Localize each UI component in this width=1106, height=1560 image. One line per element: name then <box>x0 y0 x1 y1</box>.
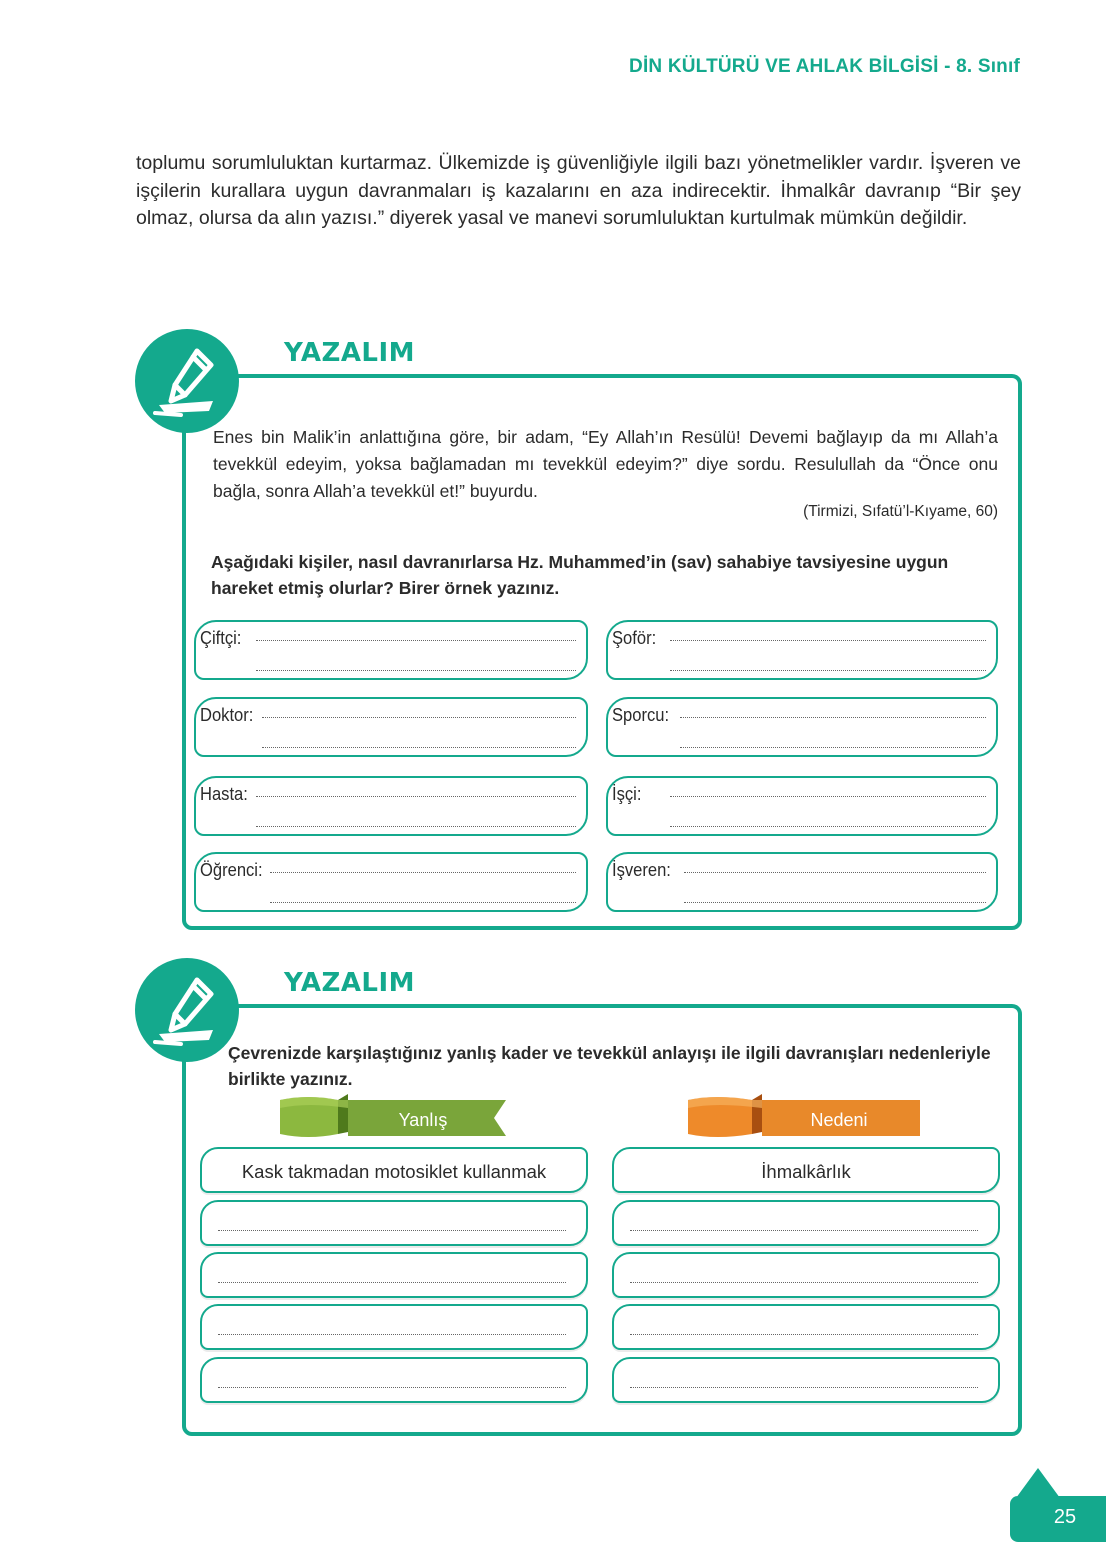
example-wrong-behavior-text: Kask takmadan motosiklet kullanmak <box>241 1161 547 1182</box>
badge-1 <box>135 329 239 433</box>
field-ciftci[interactable] <box>194 620 588 680</box>
section-2-question: Çevrenizde karşılaştığınız yanlış kader ve tevekkül anlayışı ile ilgili davranışları nedenleriyle birlikte yazınız. <box>228 1043 991 1089</box>
page-tab-triangle <box>1016 1468 1060 1498</box>
pencil-icon <box>135 958 239 1062</box>
example-reason-text: İhmalkârlık <box>761 1161 851 1182</box>
page-number: 25 <box>1053 1506 1077 1528</box>
field-label: Şoför: <box>612 628 657 648</box>
pencil-icon <box>135 329 239 433</box>
field-doktor[interactable] <box>194 697 588 757</box>
answer-wrong-4[interactable] <box>200 1357 588 1403</box>
answer-reason-2[interactable] <box>612 1252 1000 1298</box>
column-header-yanlis: Yanlış <box>398 1110 448 1130</box>
example-wrong-behavior <box>200 1147 588 1193</box>
answer-reason-3[interactable] <box>612 1304 1000 1350</box>
field-label: İşçi: <box>612 784 642 804</box>
intro-paragraph: toplumu sorumluluktan kurtarmaz. Ülkemizde iş güvenliğiyle ilgili bazı yönetmelikler vardır. İşveren ve işçilerin kurallara uygun davranmaları iş kazalarını en aza indirecektir. İhmalkâr davranıp “Bir şey olmaz, olursa da alın yazısı.” diyerek yasal ve manevi sorumluluktan kurtulmak mümkün değildir. <box>136 152 1021 229</box>
hadith-quote: Enes bin Malik’in anlattığına göre, bir adam, “Ey Allah’ın Resülü! Devemi bağlayıp da mı Allah’a tevekkül edeyim, yoksa bağlamadan mı tevekkül edeyim?” diye sordu. Resulullah da “Önce onu bağla, sonra Allah’a tevekkül et!” buyurdu. <box>213 427 998 501</box>
section-1-question: Aşağıdaki kişiler, nasıl davranırlarsa Hz. Muhammed’in (sav) sahabiye tavsiyesine uygun hareket etmiş olurlar? Birer örnek yazınız. <box>211 552 949 598</box>
field-label: Doktor: <box>200 705 254 725</box>
field-label: Çiftçi: <box>200 628 242 648</box>
example-reason <box>612 1147 1000 1193</box>
answer-reason-4[interactable] <box>612 1357 1000 1403</box>
column-header-nedeni: Nedeni <box>810 1110 868 1130</box>
field-label: Öğrenci: <box>200 860 263 880</box>
section-2-title: YAZALIM <box>284 968 416 998</box>
field-isveren[interactable] <box>606 852 998 912</box>
badge-2 <box>135 958 239 1062</box>
answer-reason-1[interactable] <box>612 1200 1000 1246</box>
field-sofor[interactable] <box>606 620 998 680</box>
field-label: Hasta: <box>200 784 248 804</box>
page-header-title: DİN KÜLTÜRÜ VE AHLAK BİLGİSİ - 8. Sınıf <box>629 56 1020 77</box>
answer-wrong-1[interactable] <box>200 1200 588 1246</box>
field-label: Sporcu: <box>612 705 670 725</box>
answer-wrong-3[interactable] <box>200 1304 588 1350</box>
field-hasta[interactable] <box>194 776 588 836</box>
answer-wrong-2[interactable] <box>200 1252 588 1298</box>
field-label: İşveren: <box>612 860 671 880</box>
field-sporcu[interactable] <box>606 697 998 757</box>
field-isci[interactable] <box>606 776 998 836</box>
hadith-source: (Tirmizi, Sıfatü’l-Kıyame, 60) <box>803 503 998 520</box>
field-ogrenci[interactable] <box>194 852 588 912</box>
section-1-title: YAZALIM <box>284 338 416 368</box>
